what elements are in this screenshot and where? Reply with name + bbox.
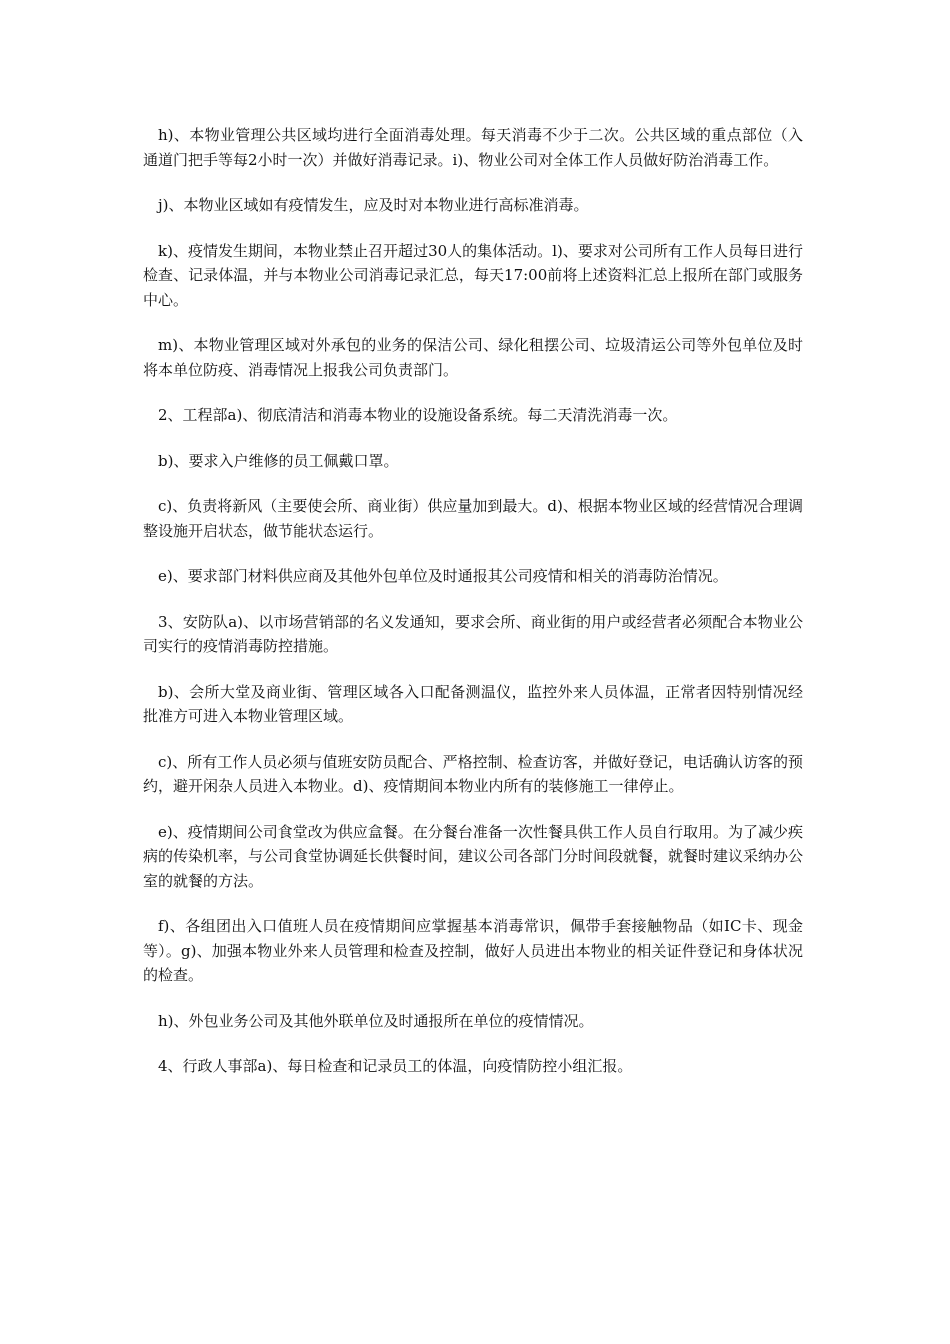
paragraph-h-disinfection: h)、本物业管理公共区域均进行全面消毒处理。每天消毒不少于二次。公共区域的重点部位（入通道门把手等每2小时一次）并做好消毒记录。i)、物业公司对全体工作人员做好防治消毒工作。 <box>143 126 803 169</box>
paragraph-security-h: h)、外包业务公司及其他外联单位及时通报所在单位的疫情情况。 <box>158 1011 594 1030</box>
paragraph-engineering-e: e)、要求部门材料供应商及其他外包单位及时通报其公司疫情和相关的消毒防治情况。 <box>158 567 728 585</box>
paragraph-admin-a: 4、行政人事部a)、每日检查和记录员工的体温，向疫情防控小组汇报。 <box>158 1057 633 1075</box>
paragraph-engineering-b: b)、要求入户维修的员工佩戴口罩。 <box>158 451 399 470</box>
paragraph-k-gatherings: k)、疫情发生期间，本物业禁止召开超过30人的集体活动。l)、要求对公司所有工作人员每日进行检查、记录体温，并与本物业公司消毒记录汇总，每天17:00前将上述资料汇总上报所在部门或服务中心。 <box>143 241 803 309</box>
paragraph-security-f: f)、各组团出入口值班人员在疫情期间应掌握基本消毒常识，佩带手套接触物品（如IC卡、现金等）。g)、加强本物业外来人员管理和检查及控制，做好人员进出本物业的相关证件登记和身体状况的检查。 <box>143 917 803 984</box>
paragraph-security-a: 3、安防队a)、以市场营销部的名义发通知，要求会所、商业街的用户或经营者必须配合本物业公司实行的疫情消毒防控措施。 <box>143 612 803 655</box>
paragraph-m-contractors: m)、本物业管理区域对外承包的业务的保洁公司、绿化租摆公司、垃圾清运公司等外包单位及时将本单位防疫、消毒情况上报我公司负责部门。 <box>143 336 803 379</box>
paragraph-security-c: c)、所有工作人员必须与值班安防员配合、严格控制、检查访客，并做好登记，电话确认访客的预约，避开闲杂人员进入本物业。d)、疫情期间本物业内所有的装修施工一律停止。 <box>143 752 803 795</box>
paragraph-engineering-c: c)、负责将新风（主要使会所、商业街）供应量加到最大。d)、根据本物业区域的经营情况合理调整设施开启状态，做节能状态运行。 <box>143 497 803 540</box>
document-body <box>143 123 803 1100</box>
paragraph-j-outbreak: j)、本物业区域如有疫情发生，应及时对本物业进行高标准消毒。 <box>158 196 589 214</box>
paragraph-engineering-a: 2、工程部a)、彻底清洁和消毒本物业的设施设备系统。每二天清洗消毒一次。 <box>158 406 678 424</box>
paragraph-security-b: b)、会所大堂及商业街、管理区域各入口配备测温仪，监控外来人员体温，正常者因特别情况经批准方可进入本物业管理区域。 <box>143 682 803 725</box>
paragraph-security-e: e)、疫情期间公司食堂改为供应盒餐。在分餐台准备一次性餐具供工作人员自行取用。为了减少疾病的传染机率，与公司食堂协调延长供餐时间，建议公司各部门分时间段就餐，就餐时建议采纳办公室的就餐的方法。 <box>143 822 804 890</box>
